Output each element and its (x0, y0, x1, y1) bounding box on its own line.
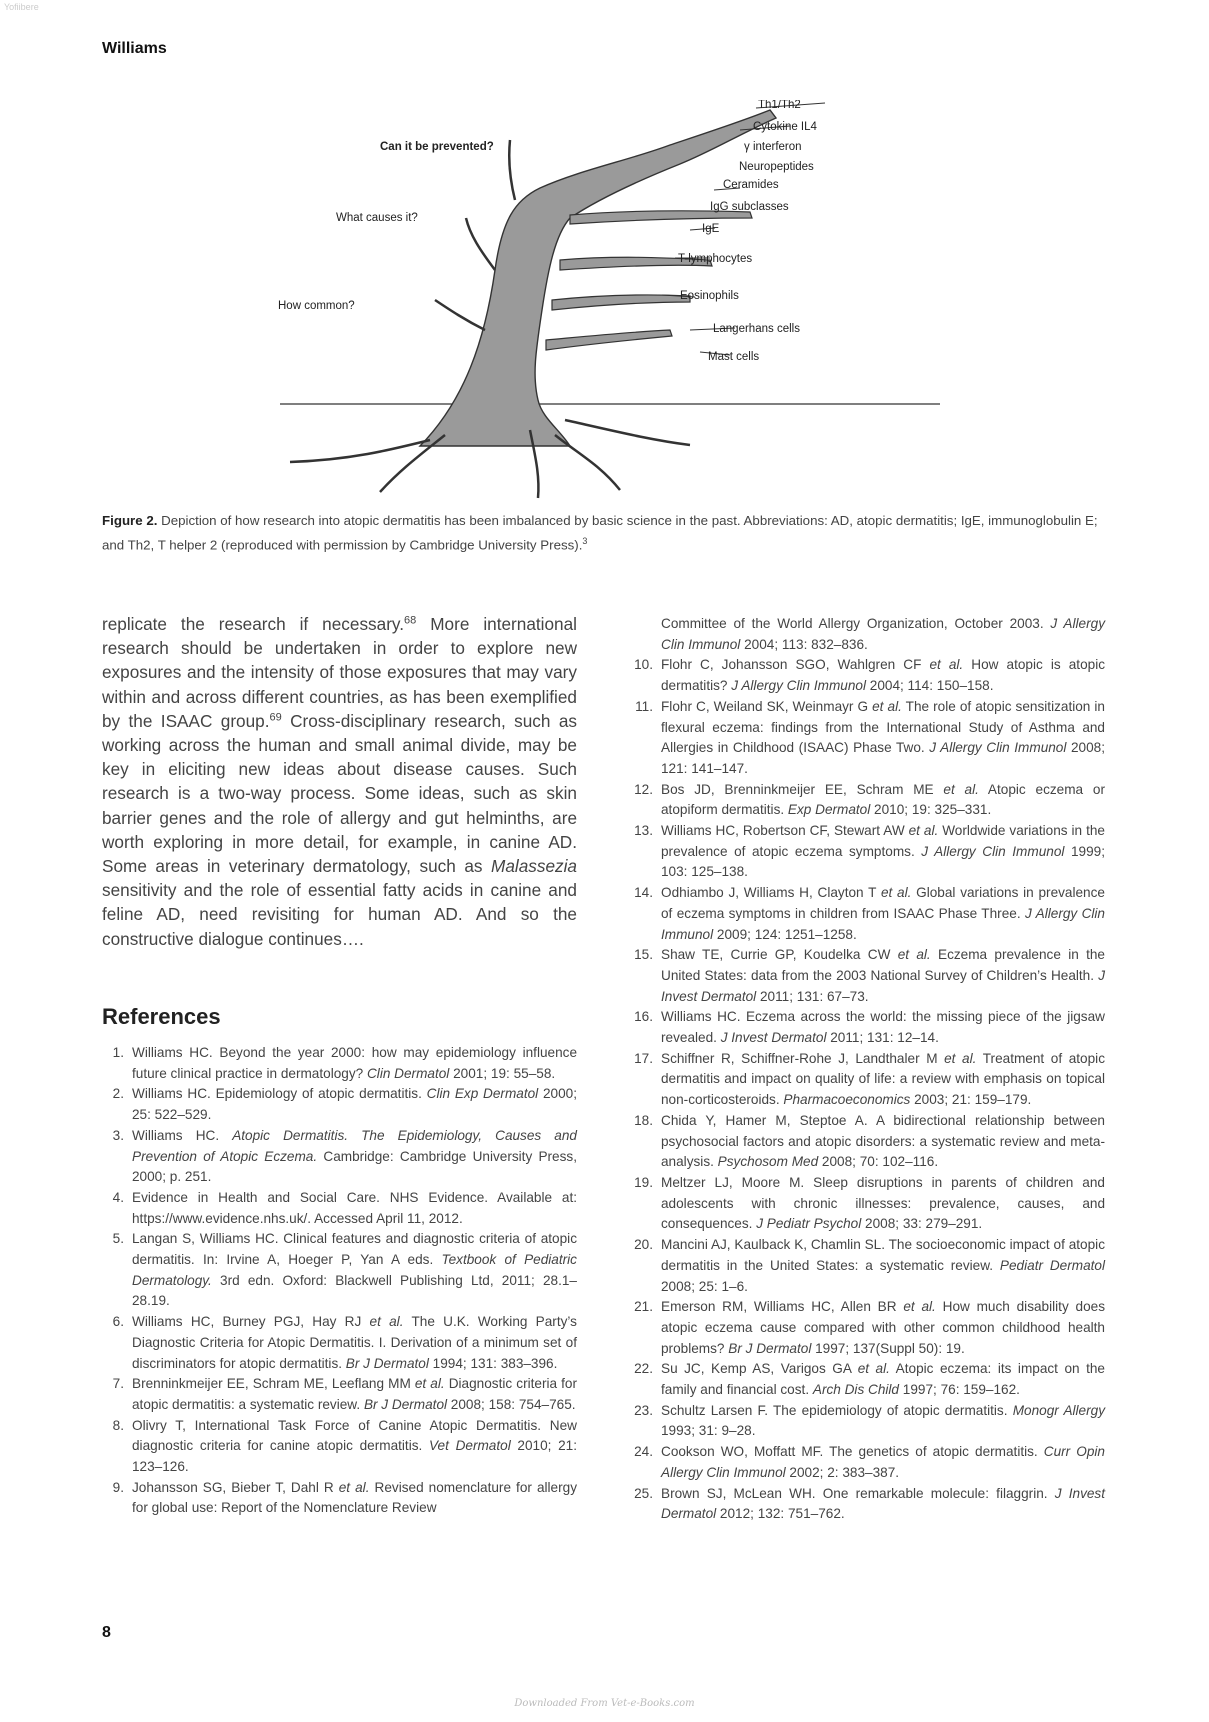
reference-text: Williams HC. Epidemiology of atopic dermatitis. (132, 1086, 427, 1102)
tree-label: Mast cells (708, 351, 760, 363)
reference-text: Worldwide variations in the prevalence of atopic eczema symptoms. (661, 823, 1105, 859)
reference-text: Odhiambo J, Williams H, Clayton T (661, 885, 881, 901)
tree-question: Can it be prevented? (380, 141, 494, 153)
reference-text: et al. (857, 1361, 890, 1377)
top-watermark: Yofiibere (4, 2, 39, 12)
reference-text: J Invest Dermatol (720, 1030, 827, 1046)
reference-text: et al. (929, 657, 964, 673)
reference-text: 2001; 19: 55–58. (449, 1065, 556, 1081)
reference-number: 25. (634, 1485, 653, 1501)
reference-text: Flohr C, Weiland SK, Weinmayr G (661, 698, 873, 714)
reference-text: Clin Exp Dermatol (426, 1086, 539, 1102)
reference-continuation: Committee of the World Allergy Organization, October 2003. J Allergy Clin Immunol 2004; 113: 832–836. (661, 616, 1105, 652)
reference-item (631, 1401, 1105, 1442)
reference-text: Olivry T, International Task Force of Canine Atopic Dermatitis. New diagnostic criteria for canine atopic dermatitis. (132, 1417, 577, 1454)
page-number: 8 (102, 1624, 111, 1641)
reference-number: 7. (112, 1376, 124, 1392)
reference-text: 2011; 131: 12–14. (826, 1030, 939, 1046)
reference-text: 3rd edn. Oxford: Blackwell Publishing Ltd, 2011; 28.1–28.19. (132, 1272, 577, 1309)
reference-item (631, 697, 1105, 780)
reference-text: et al. (903, 1299, 936, 1315)
reference-item (631, 1442, 1105, 1483)
reference-text: et al. (414, 1376, 445, 1392)
reference-item (102, 1229, 577, 1312)
reference-text: et al. (872, 698, 902, 714)
reference-number: 5. (112, 1231, 124, 1247)
body-text-segment: Cross-disciplinary research, such as working across the human and small animal divide, may be key in eliciting new ideas about disease causes. Such research is a two-way process. Some ideas, such as skin barrier genes and the role of allergy and gut helminths, are worth exploring in more detail, for example, in canine AD. Some areas in veterinary dermatology, such as (102, 710, 577, 877)
references-heading: References (102, 1004, 221, 1029)
reference-text: Cookson WO, Moffatt MF. The genetics of atopic dermatitis. (661, 1444, 1044, 1460)
reference-text: Schultz Larsen F. The epidemiology of atopic dermatitis. (661, 1402, 1013, 1418)
reference-text: et al. (338, 1479, 370, 1495)
reference-item (631, 1007, 1105, 1048)
reference-number: 20. (634, 1237, 653, 1253)
reference-text: et al. (897, 947, 931, 963)
reference-text: Chida Y, Hamer M, Steptoe A. A bidirectional relationship between psychosocial factors and atopic disorders: a systematic review and meta-analysis. (661, 1112, 1105, 1170)
reference-text: Clin Dermatol (366, 1065, 450, 1081)
reference-text: Cambridge: Cambridge University Press, 2000; p. 251. (132, 1148, 577, 1185)
reference-item (631, 1297, 1105, 1359)
reference-text: Su JC, Kemp AS, Varigos GA (661, 1361, 858, 1377)
reference-text: J Allergy Clin Immunol (731, 678, 866, 694)
reference-text: Emerson RM, Williams HC, Allen BR (661, 1299, 904, 1315)
tree-label: Ceramides (723, 179, 779, 191)
reference-number: 14. (634, 885, 653, 901)
reference-text: Meltzer LJ, Moore M. Sleep disruptions in parents of children and adolescents with chronic illnesses: prevalence, causes, and consequences. (661, 1174, 1105, 1232)
figure-caption-label: Figure 2. (102, 513, 158, 528)
reference-text: Br J Dermatol (728, 1340, 812, 1356)
reference-number: 10. (634, 657, 653, 673)
reference-text: et al. (880, 885, 912, 901)
reference-text: 1999; 103: 125–138. (661, 843, 1105, 880)
body-italic-term: Malassezia (491, 856, 577, 877)
figure-tree-illustration (270, 100, 950, 500)
reference-text: Global variations in prevalence of eczema symptoms in children from ISAAC Phase Three. (661, 885, 1105, 921)
reference-text: Diagnostic criteria for atopic dermatitis: a systematic review. (132, 1376, 577, 1412)
reference-number: 8. (112, 1417, 124, 1433)
reference-text: 2004; 114: 150–158. (865, 678, 994, 694)
reference-text: 1997; 137(Suppl 50): 19. (811, 1340, 965, 1356)
reference-number: 4. (112, 1189, 124, 1205)
reference-text: Pharmacoeconomics (783, 1092, 911, 1108)
reference-text: 2008; 33: 279–291. (861, 1216, 983, 1232)
reference-text: Schiffner R, Schiffner-Rohe J, Landthaler M (661, 1050, 945, 1066)
reference-item (102, 1478, 577, 1519)
reference-text: 2008; 25: 1–6. (661, 1278, 748, 1294)
tree-label: Neuropeptides (739, 161, 814, 173)
reference-number: 13. (634, 823, 653, 839)
reference-text: How much disability does atopic eczema cause compared with other common childhood health problems? (661, 1299, 1106, 1356)
reference-text: Mancini AJ, Kaulback K, Chamlin SL. The socioeconomic impact of atopic dermatitis in the United States: a systematic review. (661, 1237, 1105, 1273)
body-paragraph (102, 612, 577, 951)
citation-superscript: 69 (269, 711, 282, 724)
reference-item (102, 1188, 577, 1229)
reference-text: Treatment of atopic dermatitis and impact on quality of life: a review with emphasis on topical non-corticosteroids. (661, 1050, 1105, 1108)
reference-item (631, 1359, 1105, 1400)
references-list-right (631, 614, 1105, 1525)
reference-item (631, 883, 1105, 945)
body-text-segment: sensitivity and the role of essential fatty acids in canine and feline AD, need revisiting for human AD. And so the constructive dialogue continues…. (102, 880, 577, 949)
reference-text: 1993; 31: 9–28. (661, 1423, 756, 1439)
reference-text: J Pediatr Psychol (756, 1216, 862, 1232)
reference-number: 11. (635, 698, 653, 714)
references-list-left (102, 1043, 577, 1519)
reference-number: 15. (634, 947, 653, 963)
footer-watermark: Downloaded From Vet-e-Books.com (514, 1698, 695, 1709)
reference-text: 2003; 21: 159–179. (910, 1092, 1032, 1108)
reference-number: 1. (112, 1045, 124, 1060)
reference-item (631, 780, 1105, 821)
tree-question: How common? (278, 300, 355, 312)
reference-text: How atopic is atopic dermatitis? (661, 657, 1106, 694)
reference-text: et al. (369, 1314, 404, 1330)
figure-caption-text: Depiction of how research into atopic dermatitis has been imbalanced by basic science in the past. Abbreviations: AD, atopic dermatitis; IgE, immunoglobulin E; and Th2, T helper 2 (reproduced with permission by Cambridge University Press). (102, 513, 1098, 553)
running-header-author: Williams (102, 40, 167, 57)
reference-item (631, 655, 1105, 696)
tree-label: Th1/Th2 (758, 100, 801, 111)
tree-question: What causes it? (336, 212, 418, 224)
reference-text: 2008; 121: 141–147. (661, 740, 1106, 776)
reference-text: Atopic eczema or atopiform dermatitis. (661, 781, 1105, 818)
reference-text: Bos JD, Brenninkmeijer EE, Schram ME (661, 781, 944, 797)
reference-item (102, 1084, 577, 1125)
reference-text: The role of atopic sensitization in flexural eczema: findings from the International Study of Asthma and Allergies in Childhood (ISAAC) Phase Two. (661, 698, 1105, 756)
reference-number: 2. (112, 1086, 124, 1102)
reference-number: 18. (634, 1112, 653, 1128)
reference-text: Langan S, Williams HC. Clinical features and diagnostic criteria of atopic dermatitis. In: Irvine A, Hoeger P, Yan A eds. (132, 1231, 577, 1268)
reference-text: Williams HC, Burney PGJ, Hay RJ (132, 1314, 370, 1330)
reference-number: 22. (634, 1361, 653, 1377)
reference-text: The U.K. Working Party’s Diagnostic Criteria for Atopic Dermatitis. I. Derivation of a minimum set of discriminators for atopic dermatitis. (132, 1314, 577, 1371)
reference-number: 9. (112, 1479, 124, 1495)
tree-diagram (270, 100, 950, 500)
reference-text: Br J Dermatol (363, 1396, 448, 1412)
citation-superscript: 68 (404, 614, 417, 627)
reference-text: Textbook of Pediatric Dermatology. (132, 1252, 577, 1288)
reference-text: Williams HC. Beyond the year 2000: how may epidemiology influence future clinical practice in dermatology? (132, 1045, 577, 1081)
reference-number: 6. (112, 1314, 124, 1330)
reference-text: Shaw TE, Currie GP, Koudelka CW (661, 947, 898, 963)
reference-item (102, 1312, 577, 1374)
reference-text: Arch Dis Child (812, 1382, 899, 1398)
figure-caption-ref: 3 (582, 536, 588, 546)
reference-text: Br J Dermatol (345, 1355, 429, 1371)
reference-text: J Allergy Clin Immunol (921, 843, 1065, 859)
figure-caption (102, 511, 1112, 555)
reference-text: Brenninkmeijer EE, Schram ME, Leeflang MM (132, 1376, 415, 1392)
reference-number: 19. (634, 1174, 653, 1190)
body-text-segment: replicate the research if necessary. (102, 614, 405, 634)
reference-text: 2008; 158: 754–765. (447, 1396, 576, 1412)
reference-text: Evidence in Health and Social Care. NHS Evidence. Available at: https://www.evidence.nhs.uk/. Accessed April 11, 2012. (132, 1189, 577, 1226)
body-text-segment: More international research should be undertaken in order to explore new exposures and the intensity of those exposures that may vary within and across different countries, as has been exemplified by the ISAAC group. (102, 614, 577, 731)
reference-text: 2002; 2: 383–387. (785, 1464, 900, 1480)
reference-text: J Allergy Clin Immunol (661, 905, 1105, 942)
tree-label: Eosinophils (680, 290, 739, 302)
reference-item (631, 1235, 1105, 1297)
reference-text: 2008; 70: 102–116. (818, 1154, 939, 1170)
reference-text: J Invest Dermatol (661, 967, 1105, 1004)
reference-text: Pediatr Dermatol (999, 1257, 1105, 1273)
reference-text: Exp Dermatol (787, 802, 871, 818)
reference-text: Revised nomenclature for allergy for global use: Report of the Nomenclature Review (132, 1479, 577, 1516)
reference-text: et al. (908, 823, 939, 839)
tree-label: T-lymphocytes (678, 253, 753, 265)
reference-item (102, 1126, 577, 1188)
reference-number: 17. (634, 1050, 653, 1066)
reference-item (102, 1374, 577, 1415)
reference-text: 2010; 19: 325–331. (870, 802, 992, 818)
reference-text: Atopic Dermatitis. The Epidemiology, Causes and Prevention of Atopic Eczema. (132, 1127, 577, 1164)
reference-number: 3. (112, 1127, 124, 1143)
reference-text: Johansson SG, Bieber T, Dahl R (132, 1479, 339, 1495)
reference-text: Curr Opin Allergy Clin Immunol (661, 1444, 1105, 1480)
reference-text: et al. (944, 1050, 977, 1066)
reference-text: Williams HC. Eczema across the world: the missing piece of the jigsaw revealed. (661, 1009, 1105, 1046)
reference-number: 16. (634, 1009, 653, 1025)
reference-text: Brown SJ, McLean WH. One remarkable molecule: filaggrin. (661, 1485, 1055, 1501)
tree-label: IgE (702, 223, 720, 235)
tree-label: Langerhans cells (713, 323, 800, 335)
reference-item (631, 821, 1105, 883)
reference-text: Williams HC, Robertson CF, Stewart AW (661, 823, 909, 839)
reference-item (102, 1416, 577, 1478)
reference-text: 2009; 124: 1251–1258. (713, 926, 857, 942)
tree-label: IgG subclasses (710, 201, 789, 213)
reference-text: Monogr Allergy (1012, 1402, 1105, 1418)
reference-text: 2012; 132: 751–762. (716, 1506, 845, 1522)
reference-text: Eczema prevalence in the United States: data from the 2003 National Survey of Children’s Health. (661, 947, 1105, 983)
reference-text: J Allergy Clin Immunol (929, 740, 1067, 756)
reference-item (631, 945, 1105, 1007)
reference-text: Williams HC. (132, 1127, 233, 1143)
tree-label: γ interferon (744, 141, 802, 153)
reference-text: 1994; 131: 383–396. (428, 1355, 558, 1371)
reference-item (102, 1043, 577, 1084)
reference-item (631, 1484, 1105, 1525)
reference-number: 21. (634, 1299, 653, 1315)
reference-text: J Invest Dermatol (661, 1485, 1106, 1522)
reference-item (631, 1173, 1105, 1235)
reference-text: Vet Dermatol (428, 1438, 511, 1454)
reference-text: Atopic eczema: its impact on the family and financial cost. (661, 1361, 1105, 1398)
tree-label: Cytokine IL4 (753, 121, 817, 133)
reference-text: 2000; 25: 522–529. (132, 1086, 577, 1123)
reference-number: 12. (634, 781, 653, 797)
reference-text: et al. (943, 781, 979, 797)
reference-text: Flohr C, Johansson SGO, Wahlgren CF (661, 657, 930, 673)
reference-item (631, 1049, 1105, 1111)
reference-text: 2010; 21: 123–126. (132, 1438, 577, 1475)
reference-number: 24. (634, 1444, 653, 1460)
reference-text: Psychosom Med (717, 1154, 819, 1170)
reference-number: 23. (634, 1402, 653, 1418)
reference-item (631, 1111, 1105, 1173)
reference-text: 2011; 131: 67–73. (756, 988, 869, 1004)
reference-text: 1997; 76: 159–162. (899, 1382, 1020, 1398)
